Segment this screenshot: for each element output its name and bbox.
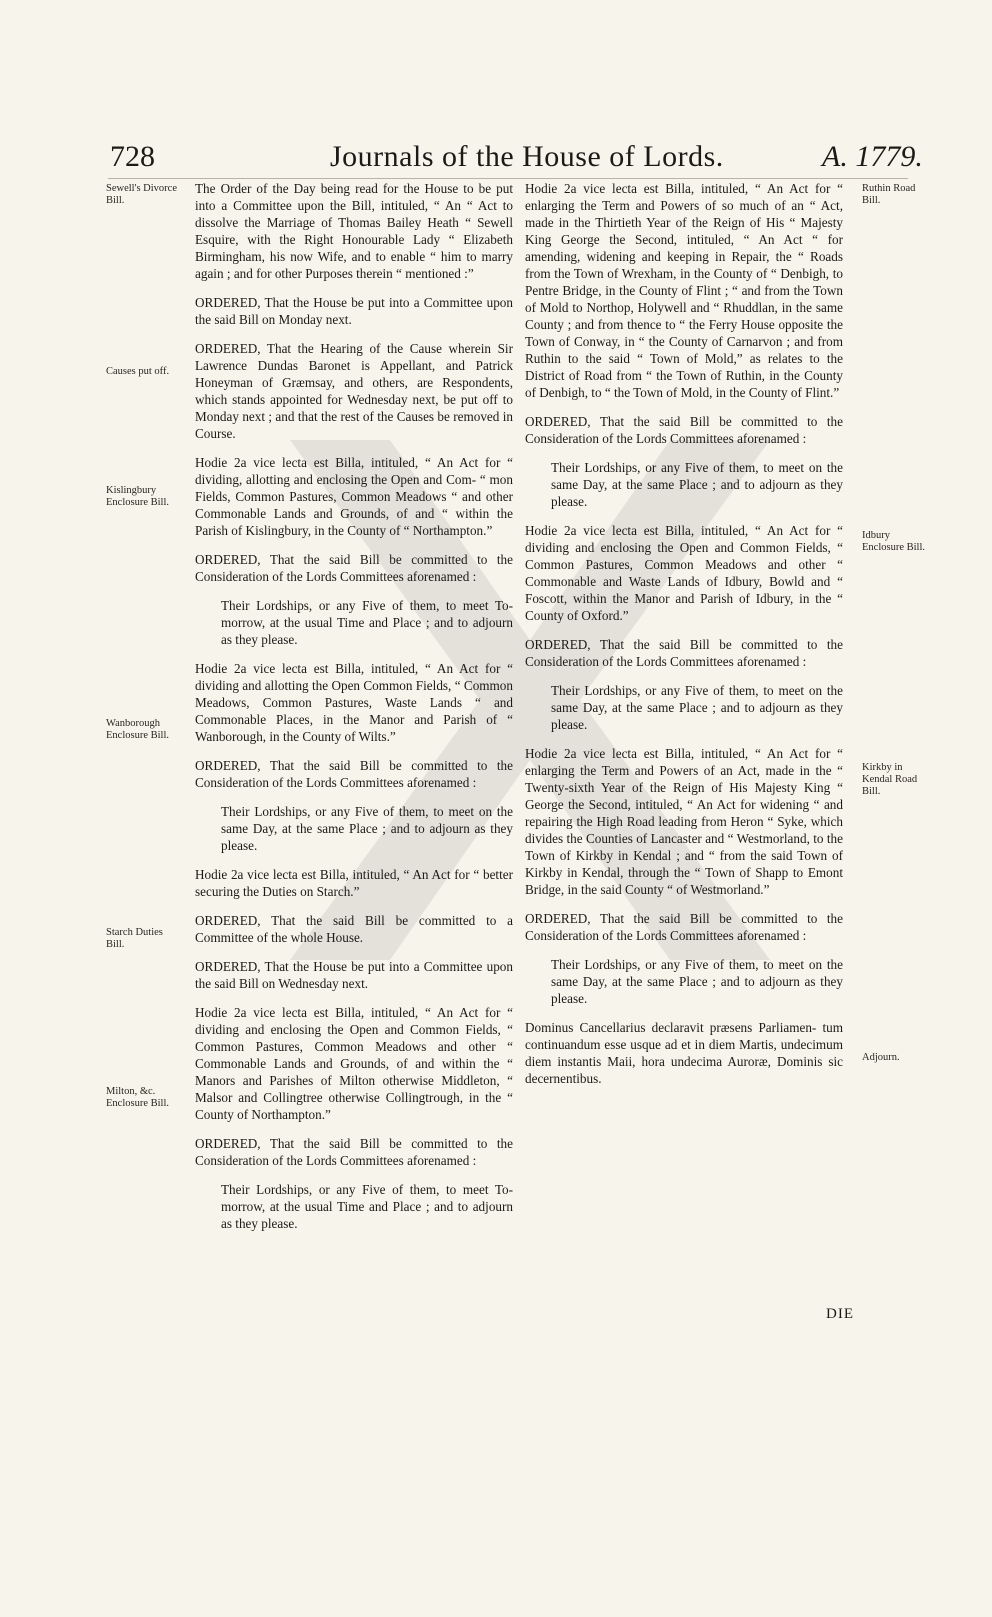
margin-note-idbury: Idbury Enclosure Bill. bbox=[862, 530, 925, 553]
paragraph: ORDERED, That the said Bill be committed to the Consideration of the Lords Committees aforenamed : bbox=[525, 911, 843, 943]
paragraph: ORDERED, That the said Bill be committed to the Consideration of the Lords Committees aforenamed : bbox=[525, 414, 843, 446]
paragraph: The Order of the Day being read for the House to be put into a Committee upon the Bill, intituled, “ An “ Act to dissolve the Marriage of Thomas Bailey Heath “ Sewell Esquire, with the Right Honourable Lady “ Elizabeth Birmingham, his now Wife, and to enable “ him to marry again ; and for other Purposes therein “ mentioned :” bbox=[195, 181, 513, 281]
paragraph: Hodie 2a vice lecta est Billa, intituled, “ An Act for “ dividing and allotting the Open Common Fields, “ Common Meadows, Common Pastures, Waste Lands “ and Commonable Places, in the Manor and Parish of “ Wanborough, in the County of Wilts.” bbox=[195, 661, 513, 744]
running-title: Journals of the House of Lords. bbox=[330, 140, 724, 173]
paragraph: ORDERED, That the said Bill be committed to the Consideration of the Lords Committees aforenamed : bbox=[195, 552, 513, 584]
margin-note-starch: Starch Duties Bill. bbox=[106, 927, 163, 950]
paragraph: ORDERED, That the said Bill be committed to the Consideration of the Lords Committees aforenamed : bbox=[525, 637, 843, 669]
paragraph: ORDERED, That the said Bill be committed to a Committee of the whole House. bbox=[195, 913, 513, 945]
paragraph: Hodie 2a vice lecta est Billa, intituled, “ An Act for “ dividing and enclosing the Open and Common Fields, “ Common Pastures, Common Meadows and other “ Commonable and Waste Lands of Idbury, Bowld and “ Foscott, within the Manor and Parish of Idbury, in the “ County of Oxford.” bbox=[525, 523, 843, 623]
paragraph: ORDERED, That the Hearing of the Cause wherein Sir Lawrence Dundas Baronet is Appellant, and Patrick Honeyman of Græmsay, and others, are Respondents, which stands appointed for Wednesday next, be put off to Monday next ; and that the rest of the Causes be removed in Course. bbox=[195, 341, 513, 441]
paragraph: Hodie 2a vice lecta est Billa, intituled, “ An Act for “ dividing, allotting and enclosing the Open and Com- “ mon Fields, Common Pastures, Common Meadows “ and other Commonable Lands and Grounds, of and “ within the Parish of Kislingbury, in the County of “ Northampton.” bbox=[195, 455, 513, 538]
margin-note-ruthin: Ruthin Road Bill. bbox=[862, 183, 916, 206]
paragraph: Their Lordships, or any Five of them, to meet To- morrow, at the usual Time and Place ; and to adjourn as they please. bbox=[221, 1182, 513, 1231]
margin-note-wanborough: Wanborough Enclosure Bill. bbox=[106, 718, 169, 741]
paragraph: Their Lordships, or any Five of them, to meet on the same Day, at the same Place ; and to adjourn as they please. bbox=[551, 683, 843, 732]
year: A. 1779. bbox=[822, 140, 923, 173]
paragraph: Hodie 2a vice lecta est Billa, intituled, “ An Act for “ enlarging the Term and Powers of an Act, made in the “ Twenty-sixth Year of the Reign of His Majesty King “ George the Second, intituled, “ An Act for widening “ and repairing the High Road leading from Heron “ Syke, which divides the Counties of Lancaster and “ Westmorland, to the Town of Kirkby in Kendal ; and “ from the said Town of Kirkby in Kendal, through the “ Town of Shapp to Emont Bridge, in the said County “ of Westmorland.” bbox=[525, 746, 843, 897]
margin-note-sewell: Sewell's Divorce Bill. bbox=[106, 183, 177, 206]
page-number: 728 bbox=[110, 140, 155, 173]
paragraph: Their Lordships, or any Five of them, to meet on the same Day, at the same Place ; and to adjourn as they please. bbox=[551, 957, 843, 1006]
header-rule bbox=[108, 178, 908, 179]
paragraph: Hodie 2a vice lecta est Billa, intituled, “ An Act for “ better securing the Duties on Starch.” bbox=[195, 867, 513, 899]
paragraph: ORDERED, That the House be put into a Committee upon the said Bill on Wednesday next. bbox=[195, 959, 513, 991]
paragraph: ORDERED, That the said Bill be committed to the Consideration of the Lords Committees aforenamed : bbox=[195, 758, 513, 790]
left-column bbox=[195, 180, 513, 1244]
right-column bbox=[525, 180, 843, 1099]
paragraph: Dominus Cancellarius declaravit præsens Parliamen- tum continuandum esse usque ad et in diem Martis, undecimum diem instantis Maii, hora undecima Auroræ, Dominis sic decernentibus. bbox=[525, 1020, 843, 1086]
paragraph: Their Lordships, or any Five of them, to meet on the same Day, at the same Place ; and to adjourn as they please. bbox=[221, 804, 513, 853]
margin-note-causes: Causes put off. bbox=[106, 366, 170, 377]
catchword: DIE bbox=[826, 1306, 854, 1322]
margin-note-kirkby: Kirkby in Kendal Road Bill. bbox=[862, 762, 918, 797]
paragraph: ORDERED, That the said Bill be committed to the Consideration of the Lords Committees aforenamed : bbox=[195, 1136, 513, 1168]
paragraph: Hodie 2a vice lecta est Billa, intituled, “ An Act for “ enlarging the Term and Powers of so much of an “ Act, made in the Thirtieth Year of the Reign of His “ Majesty King George the Second, intituled, “ An Act “ for amending, widening and keeping in Repair, the “ Roads from the Town of Wrexham, in the County of “ Denbigh, to Pentre Bridge, in the County of Flint ; “ and from the Town of Mold to Northop, Holywell and “ Rhuddlan, in the same County ; and from thence to “ the Ferry House opposite the Town of Conway, in “ the County of Carnarvon ; and from Ruthin to the said “ Town of Mold,” as relates to the District of Road from “ the Town of Ruthin, in the County of Denbigh, to “ the Town of Mold, in the County of Flint.” bbox=[525, 181, 843, 400]
paragraph: ORDERED, That the House be put into a Committee upon the said Bill on Monday next. bbox=[195, 295, 513, 327]
margin-note-milton: Milton, &c. Enclosure Bill. bbox=[106, 1086, 169, 1109]
margin-note-kislingbury: Kislingbury Enclosure Bill. bbox=[106, 485, 169, 508]
paragraph: Hodie 2a vice lecta est Billa, intituled, “ An Act for “ dividing and enclosing the Open and Common Fields, “ Common Pastures, Common Meadows and other “ Commonable Lands and Grounds, of and within the “ Manors and Parishes of Milton otherwise Middleton, “ Malsor and Collingtree otherwise Collingtrough, in the “ County of Northampton.” bbox=[195, 1005, 513, 1122]
margin-note-adjourn: Adjourn. bbox=[862, 1052, 900, 1063]
paragraph: Their Lordships, or any Five of them, to meet on the same Day, at the same Place ; and to adjourn as they please. bbox=[551, 460, 843, 509]
paragraph: Their Lordships, or any Five of them, to meet To-morrow, at the usual Time and Place ; and to adjourn as they please. bbox=[221, 598, 513, 647]
